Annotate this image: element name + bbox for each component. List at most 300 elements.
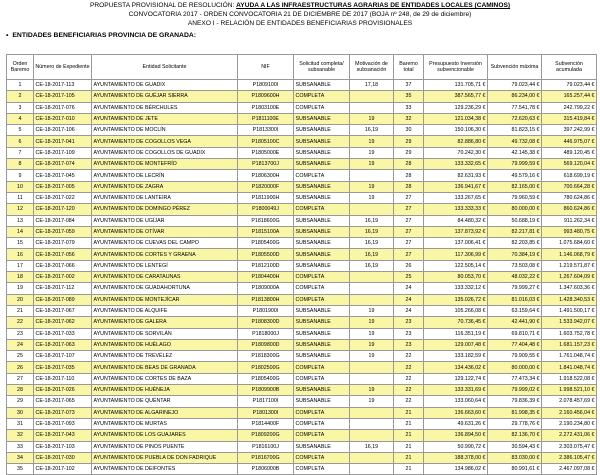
cell-subv-acum: 569.120,04 €	[542, 159, 597, 170]
cell-solicitud: SUBSANABLE	[294, 136, 350, 147]
cell-baremo: 24	[394, 305, 424, 316]
cell-presupuesto: 133.331,69 €	[424, 385, 488, 396]
cell-presupuesto: 131.705,71 €	[424, 80, 488, 91]
cell-entidad: AYUNTAMIENTO DE PINOS PUENTE	[92, 441, 238, 452]
cell-baremo: 21	[394, 464, 424, 475]
cell-expediente: CE-18-2017-093	[34, 418, 92, 429]
cell-baremo: 24	[394, 294, 424, 305]
cell-solicitud: SUBSANABLE	[294, 215, 350, 226]
cell-expediente: CE-18-2017-010	[34, 113, 92, 124]
table-row	[7, 305, 597, 316]
cell-baremo: 27	[394, 249, 424, 260]
cell-orden: 11	[7, 192, 34, 203]
cell-presupuesto: 387.565,77 €	[424, 91, 488, 102]
cell-solicitud: COMPLETA	[294, 373, 350, 384]
table-row	[7, 249, 597, 260]
cell-subv-acum: 2.078.457,69 €	[542, 396, 597, 407]
cell-entidad: AYUNTAMIENTO DE CUEVAS DEL CAMPO	[92, 238, 238, 249]
cell-baremo: 35	[394, 91, 424, 102]
cell-entidad: AYUNTAMIENTO DE MOCLÍN	[92, 125, 238, 136]
cell-subv-max: 79.909,55 €	[488, 351, 542, 362]
cell-entidad: AYUNTAMIENTO DE CARATAUNAS	[92, 272, 238, 283]
cell-subv-max: 81.016,03 €	[488, 294, 542, 305]
table-row	[7, 260, 597, 271]
cell-solicitud: SUBSANABLE	[294, 305, 350, 316]
cell-presupuesto: 50.990,72 €	[424, 441, 488, 452]
cell-motivacion	[350, 102, 394, 113]
col-header-orden: Orden Baremo	[7, 55, 34, 80]
cell-subv-acum: 1.918.522,08 €	[542, 373, 597, 384]
cell-subv-max: 79.960,59 €	[488, 192, 542, 203]
table-row	[7, 215, 597, 226]
cell-subv-max: 77.404,48 €	[488, 339, 542, 350]
cell-entidad: AYUNTAMIENTO DE UGÍJAR	[92, 215, 238, 226]
cell-solicitud: SUBSANABLE	[294, 80, 350, 91]
cell-nif: P1805100C	[238, 136, 294, 147]
table-row	[7, 464, 597, 475]
bullet-icon: •	[6, 32, 9, 39]
cell-solicitud: COMPLETA	[294, 418, 350, 429]
cell-expediente: CE-18-2017-079	[34, 238, 92, 249]
cell-solicitud: COMPLETA	[294, 407, 350, 418]
section-heading	[6, 32, 196, 39]
cell-subv-acum: 2.190.234,80 €	[542, 418, 597, 429]
cell-subv-max: 81.998,35 €	[488, 407, 542, 418]
cell-motivacion	[350, 373, 394, 384]
cell-subv-acum: 2.272.431,06 €	[542, 430, 597, 441]
cell-solicitud: SUBSANABLE	[294, 226, 350, 237]
cell-presupuesto: 49.631,26 €	[424, 418, 488, 429]
cell-baremo: 26	[394, 260, 424, 271]
col-header-subv-acum: Subvención acumulada	[542, 55, 597, 80]
cell-orden: 28	[7, 385, 34, 396]
cell-motivacion: 19	[350, 136, 394, 147]
cell-nif: P1813800H	[238, 294, 294, 305]
cell-entidad: AYUNTAMIENTO DE OTÍVAR	[92, 226, 238, 237]
table-row	[7, 317, 597, 328]
cell-solicitud: SUBSANABLE	[294, 385, 350, 396]
cell-subv-acum: 1.841.048,74 €	[542, 362, 597, 373]
cell-baremo: 33	[394, 102, 424, 113]
cell-entidad: AYUNTAMIENTO DE CORTES DE BAZA	[92, 373, 238, 384]
cell-motivacion: 19	[350, 159, 394, 170]
cell-entidad: AYUNTAMIENTO DE COGOLLOS DE GUADIX	[92, 147, 238, 158]
cell-motivacion: 16,19	[350, 226, 394, 237]
cell-baremo: 21	[394, 418, 424, 429]
cell-motivacion: 19	[350, 339, 394, 350]
convocatoria-line: CONVOCATORIA 2017 - ORDEN CONVOCATORIA 21 DE DICIEMBRE DE 2017 (BOJA nº 248, de 29 de diciembre)	[128, 11, 472, 18]
table-row	[7, 147, 597, 158]
cell-presupuesto: 134.986,02 €	[424, 464, 488, 475]
col-header-presupuesto: Presupuesto Inversión subvencionable	[424, 55, 488, 80]
table-row	[7, 238, 597, 249]
cell-presupuesto: 82.631,93 €	[424, 170, 488, 181]
cell-orden: 10	[7, 181, 34, 192]
cell-motivacion: 17,18	[350, 80, 394, 91]
cell-nif: P1801900I	[238, 305, 294, 316]
cell-subv-max: 82.165,00 €	[488, 181, 542, 192]
cell-presupuesto: 133.332,12 €	[424, 283, 488, 294]
cell-entidad: AYUNTAMIENTO DE HUÉNEJA	[92, 385, 238, 396]
cell-solicitud: SUBSANABLE	[294, 260, 350, 271]
cell-subv-acum: 1.603.752,78 €	[542, 328, 597, 339]
cell-entidad: AYUNTAMIENTO DE GUADIX	[92, 80, 238, 91]
cell-nif: P1802500G	[238, 362, 294, 373]
cell-solicitud: COMPLETA	[294, 170, 350, 181]
cell-solicitud: SUBSANABLE	[294, 181, 350, 192]
cell-baremo: 22	[394, 351, 424, 362]
cell-orden: 22	[7, 317, 34, 328]
cell-subv-max: 80.991,61 €	[488, 464, 542, 475]
cell-nif: P1806300H	[238, 170, 294, 181]
table-row	[7, 452, 597, 463]
cell-expediente: CE-18-2017-033	[34, 328, 92, 339]
cell-entidad: AYUNTAMIENTO DE GALERA	[92, 317, 238, 328]
cell-solicitud: SUBSANABLE	[294, 328, 350, 339]
title-program: AYUDA A LAS INFRAESTRUCTURAS AGRARIAS DE ENTIDADES LOCALES (CAMINOS)	[236, 2, 511, 9]
cell-nif: P1818000J	[238, 328, 294, 339]
cell-nif: P1811900H	[238, 192, 294, 203]
cell-subv-max: 82.136,70 €	[488, 430, 542, 441]
cell-baremo: 32	[394, 113, 424, 124]
cell-motivacion: 19	[350, 305, 394, 316]
cell-orden: 1	[7, 80, 34, 91]
cell-solicitud: SUBSANABLE	[294, 249, 350, 260]
cell-nif: P1809800D	[238, 339, 294, 350]
cell-entidad: AYUNTAMIENTO DE MURTAS	[92, 418, 238, 429]
cell-baremo: 28	[394, 170, 424, 181]
col-header-solicitud: Solicitud completa/ subsanable	[294, 55, 350, 80]
cell-motivacion	[350, 283, 394, 294]
cell-baremo: 22	[394, 396, 424, 407]
cell-subv-acum: 780.624,86 €	[542, 192, 597, 203]
cell-orden: 24	[7, 339, 34, 350]
cell-subv-acum: 618.699,19 €	[542, 170, 597, 181]
cell-baremo: 27	[394, 238, 424, 249]
cell-entidad: AYUNTAMIENTO DE COGOLLOS VEGA	[92, 136, 238, 147]
table-row	[7, 328, 597, 339]
cell-nif: P1812100D	[238, 260, 294, 271]
cell-expediente: CE-18-2017-073	[34, 407, 92, 418]
cell-expediente: CE-18-2017-005	[34, 181, 92, 192]
cell-entidad: AYUNTAMIENTO DE BEAS DE GRANADA	[92, 362, 238, 373]
cell-baremo: 23	[394, 339, 424, 350]
cell-presupuesto: 82.886,80 €	[424, 136, 488, 147]
cell-subv-max: 42.145,38 €	[488, 147, 542, 158]
cell-nif: P1805400G	[238, 373, 294, 384]
cell-subv-max: 63.159,64 €	[488, 305, 542, 316]
cell-nif: P1816700G	[238, 452, 294, 463]
table-row	[7, 159, 597, 170]
cell-presupuesto: 134.436,02 €	[424, 362, 488, 373]
cell-baremo: 30	[394, 125, 424, 136]
cell-presupuesto: 70.242,30 €	[424, 147, 488, 158]
cell-expediente: CE-18-2017-056	[34, 249, 92, 260]
cell-entidad: AYUNTAMIENTO DE DOMINGO PÉREZ	[92, 204, 238, 215]
cell-expediente: CE-18-2017-059	[34, 226, 92, 237]
table-row	[7, 407, 597, 418]
cell-expediente: CE-18-2017-030	[34, 452, 92, 463]
cell-subv-max: 86.234,00 €	[488, 91, 542, 102]
cell-orden: 33	[7, 441, 34, 452]
cell-motivacion	[350, 452, 394, 463]
cell-expediente: CE-18-2017-066	[34, 260, 92, 271]
cell-entidad: AYUNTAMIENTO DE LENTEGÍ	[92, 260, 238, 271]
table-row	[7, 226, 597, 237]
cell-subv-acum: 2.467.097,08 €	[542, 464, 597, 475]
cell-orden: 2	[7, 91, 34, 102]
cell-entidad: AYUNTAMIENTO DE SORVILÁN	[92, 328, 238, 339]
cell-solicitud: COMPLETA	[294, 452, 350, 463]
cell-entidad: AYUNTAMIENTO DE LOS GUAJARES	[92, 430, 238, 441]
cell-solicitud: SUBSANABLE	[294, 159, 350, 170]
cell-presupuesto: 136.941,67 €	[424, 181, 488, 192]
cell-expediente: CE-18-2017-105	[34, 91, 92, 102]
cell-subv-max: 79.999,59 €	[488, 159, 542, 170]
cell-subv-acum: 2.386.105,47 €	[542, 452, 597, 463]
cell-presupuesto: 121.034,38 €	[424, 113, 488, 124]
cell-presupuesto: 133.333,33 €	[424, 204, 488, 215]
cell-nif: P1814400F	[238, 418, 294, 429]
cell-solicitud: SUBSANABLE	[294, 339, 350, 350]
cell-baremo: 37	[394, 80, 424, 91]
col-header-nif: NIF	[238, 55, 294, 80]
cell-presupuesto: 136.894,50 €	[424, 430, 488, 441]
cell-solicitud: COMPLETA	[294, 430, 350, 441]
cell-entidad: AYUNTAMIENTO DE GUÉJAR SIERRA	[92, 91, 238, 102]
cell-expediente: CE-18-2017-035	[34, 362, 92, 373]
cell-solicitud: COMPLETA	[294, 91, 350, 102]
annex-line: ANEXO I - RELACIÓN DE ENTIDADES BENEFICIARIAS PROVISIONALES	[187, 20, 413, 27]
cell-subv-acum: 1.761.048,74 €	[542, 351, 597, 362]
cell-expediente: CE-18-2017-002	[34, 272, 92, 283]
cell-subv-max: 70.384,19 €	[488, 249, 542, 260]
cell-motivacion	[350, 204, 394, 215]
col-header-entidad: Entidad Solicitante	[92, 55, 238, 80]
cell-baremo: 28	[394, 181, 424, 192]
cell-subv-acum: 165.257,44 €	[542, 91, 597, 102]
cell-orden: 23	[7, 328, 34, 339]
cell-subv-acum: 1.219.571,87 €	[542, 260, 597, 271]
cell-presupuesto: 84.480,32 €	[424, 215, 488, 226]
cell-expediente: CE-18-2017-110	[34, 373, 92, 384]
cell-nif: P1806000B	[238, 464, 294, 475]
cell-expediente: CE-18-2017-074	[34, 159, 92, 170]
cell-nif: P1811100E	[238, 113, 294, 124]
cell-orden: 12	[7, 204, 34, 215]
cell-subv-acum: 1.075.684,60 €	[542, 238, 597, 249]
cell-subv-max: 83.030,00 €	[488, 452, 542, 463]
cell-nif: P1801300I	[238, 407, 294, 418]
col-header-motivacion: Motivación de subsanación	[350, 55, 394, 80]
cell-subv-max: 77.473,34 €	[488, 373, 542, 384]
cell-subv-max: 69.810,71 €	[488, 328, 542, 339]
cell-subv-max: 79.836,39 €	[488, 396, 542, 407]
cell-motivacion: 19	[350, 328, 394, 339]
cell-solicitud: COMPLETA	[294, 464, 350, 475]
cell-orden: 21	[7, 305, 34, 316]
cell-motivacion: 19	[350, 192, 394, 203]
cell-expediente: CE-18-2017-106	[34, 125, 92, 136]
cell-expediente: CE-18-2017-043	[34, 430, 92, 441]
cell-baremo: 22	[394, 362, 424, 373]
cell-subv-max: 42.441,90 €	[488, 317, 542, 328]
cell-orden: 14	[7, 226, 34, 237]
table-row	[7, 396, 597, 407]
table-row	[7, 125, 597, 136]
cell-motivacion: 19	[350, 181, 394, 192]
cell-motivacion	[350, 464, 394, 475]
cell-baremo: 24	[394, 283, 424, 294]
cell-nif: P1805000E	[238, 147, 294, 158]
cell-solicitud: COMPLETA	[294, 272, 350, 283]
cell-expediente: CE-18-2017-063	[34, 339, 92, 350]
cell-nif: P1818300G	[238, 351, 294, 362]
cell-motivacion: 19	[350, 396, 394, 407]
cell-presupuesto: 133.267,65 €	[424, 192, 488, 203]
cell-orden: 7	[7, 147, 34, 158]
cell-motivacion: 16,19	[350, 441, 394, 452]
cell-solicitud: COMPLETA	[294, 362, 350, 373]
cell-orden: 9	[7, 170, 34, 181]
cell-orden: 5	[7, 125, 34, 136]
cell-motivacion	[350, 418, 394, 429]
cell-entidad: AYUNTAMIENTO DE CORTES Y GRAENA	[92, 249, 238, 260]
cell-orden: 27	[7, 373, 34, 384]
cell-entidad: AYUNTAMIENTO DE HUÉLAGO	[92, 339, 238, 350]
cell-motivacion: 16,19	[350, 249, 394, 260]
cell-nif: P1818600G	[238, 215, 294, 226]
cell-entidad: AYUNTAMIENTO DE JETE	[92, 113, 238, 124]
cell-subv-acum: 860.624,86 €	[542, 204, 597, 215]
cell-presupuesto: 122.505,14 €	[424, 260, 488, 271]
cell-presupuesto: 80.053,70 €	[424, 272, 488, 283]
cell-solicitud: COMPLETA	[294, 283, 350, 294]
table-row	[7, 351, 597, 362]
cell-subv-max: 49.579,16 €	[488, 170, 542, 181]
cell-nif: P1809100I	[238, 80, 294, 91]
col-header-baremo: Baremo total	[394, 55, 424, 80]
table-row	[7, 283, 597, 294]
cell-subv-acum: 2.160.456,04 €	[542, 407, 597, 418]
cell-presupuesto: 150.106,30 €	[424, 125, 488, 136]
cell-subv-max: 49.732,08 €	[488, 136, 542, 147]
cell-nif: P1804400H	[238, 272, 294, 283]
cell-presupuesto: 117.306,99 €	[424, 249, 488, 260]
cell-solicitud: SUBSANABLE	[294, 147, 350, 158]
cell-presupuesto: 129.122,74 €	[424, 373, 488, 384]
cell-solicitud: SUBSANABLE	[294, 396, 350, 407]
cell-motivacion: 16,19	[350, 215, 394, 226]
cell-expediente: CE-18-2017-120	[34, 204, 92, 215]
cell-expediente: CE-18-2017-084	[34, 215, 92, 226]
cell-nif: P1813300I	[238, 125, 294, 136]
cell-subv-max: 50.688,19 €	[488, 215, 542, 226]
cell-motivacion: 16,19	[350, 238, 394, 249]
cell-solicitud: SUBSANABLE	[294, 113, 350, 124]
cell-entidad: AYUNTAMIENTO DE QUÉNTAR	[92, 396, 238, 407]
cell-nif: P1816100J	[238, 441, 294, 452]
cell-expediente: CE-18-2017-045	[34, 170, 92, 181]
cell-presupuesto: 70.736,45 €	[424, 317, 488, 328]
cell-nif: P1809000A	[238, 283, 294, 294]
table-row	[7, 339, 597, 350]
cell-baremo: 21	[394, 430, 424, 441]
cell-subv-acum: 1.428.340,53 €	[542, 294, 597, 305]
table-row	[7, 430, 597, 441]
table-row	[7, 272, 597, 283]
table-row	[7, 441, 597, 452]
cell-entidad: AYUNTAMIENTO DE ALGARINEJO	[92, 407, 238, 418]
cell-nif: P1815100A	[238, 226, 294, 237]
cell-presupuesto: 188.378,00 €	[424, 452, 488, 463]
cell-subv-acum: 1.146.068,79 €	[542, 249, 597, 260]
cell-presupuesto: 135.026,72 €	[424, 294, 488, 305]
cell-presupuesto: 133.182,59 €	[424, 351, 488, 362]
cell-presupuesto: 136.663,60 €	[424, 407, 488, 418]
cell-entidad: AYUNTAMIENTO DE MONTEFRÍO	[92, 159, 238, 170]
cell-entidad: AYUNTAMIENTO DE PUEBLA DE DON FADRIQUE	[92, 452, 238, 463]
cell-orden: 18	[7, 272, 34, 283]
cell-expediente: CE-18-2017-107	[34, 351, 92, 362]
cell-motivacion	[350, 170, 394, 181]
cell-nif: P1805400G	[238, 238, 294, 249]
cell-baremo: 27	[394, 226, 424, 237]
cell-solicitud: SUBSANABLE	[294, 351, 350, 362]
cell-subv-acum: 446.975,07 €	[542, 136, 597, 147]
cell-subv-acum: 1.491.500,17 €	[542, 305, 597, 316]
cell-subv-acum: 1.998.521,10 €	[542, 385, 597, 396]
cell-nif: P1817100I	[238, 396, 294, 407]
table-row	[7, 91, 597, 102]
cell-nif: P1809200G	[238, 430, 294, 441]
cell-motivacion	[350, 430, 394, 441]
cell-baremo: 21	[394, 407, 424, 418]
cell-subv-acum: 79.023,44 €	[542, 80, 597, 91]
cell-subv-max: 80.000,00 €	[488, 362, 542, 373]
cell-orden: 8	[7, 159, 34, 170]
cell-orden: 31	[7, 418, 34, 429]
cell-subv-acum: 242.799,22 €	[542, 102, 597, 113]
cell-nif: P1809600H	[238, 91, 294, 102]
cell-presupuesto: 105.266,08 €	[424, 305, 488, 316]
table-row	[7, 204, 597, 215]
cell-baremo: 21	[394, 441, 424, 452]
cell-expediente: CE-18-2017-102	[34, 464, 92, 475]
cell-subv-acum: 1.681.157,23 €	[542, 339, 597, 350]
cell-orden: 16	[7, 249, 34, 260]
cell-subv-acum: 315.419,84 €	[542, 113, 597, 124]
cell-expediente: CE-18-2017-022	[34, 192, 92, 203]
cell-subv-acum: 2.303.075,47 €	[542, 441, 597, 452]
cell-expediente: CE-18-2017-109	[34, 147, 92, 158]
cell-nif: P1800049J	[238, 204, 294, 215]
cell-entidad: AYUNTAMIENTO DE LECRÍN	[92, 170, 238, 181]
cell-baremo: 25	[394, 272, 424, 283]
cell-expediente: CE-18-2017-089	[34, 294, 92, 305]
cell-entidad: AYUNTAMIENTO DE TREVÉLEZ	[92, 351, 238, 362]
cell-nif: P1813700J	[238, 159, 294, 170]
cell-orden: 34	[7, 452, 34, 463]
cell-orden: 35	[7, 464, 34, 475]
cell-solicitud: SUBSANABLE	[294, 238, 350, 249]
cell-subv-max: 72.620,63 €	[488, 113, 542, 124]
cell-solicitud: SUBSANABLE	[294, 125, 350, 136]
cell-subv-max: 30.594,43 €	[488, 441, 542, 452]
cell-orden: 26	[7, 362, 34, 373]
cell-entidad: AYUNTAMIENTO DE BÉRCHULES	[92, 102, 238, 113]
cell-subv-max: 79.999,27 €	[488, 283, 542, 294]
